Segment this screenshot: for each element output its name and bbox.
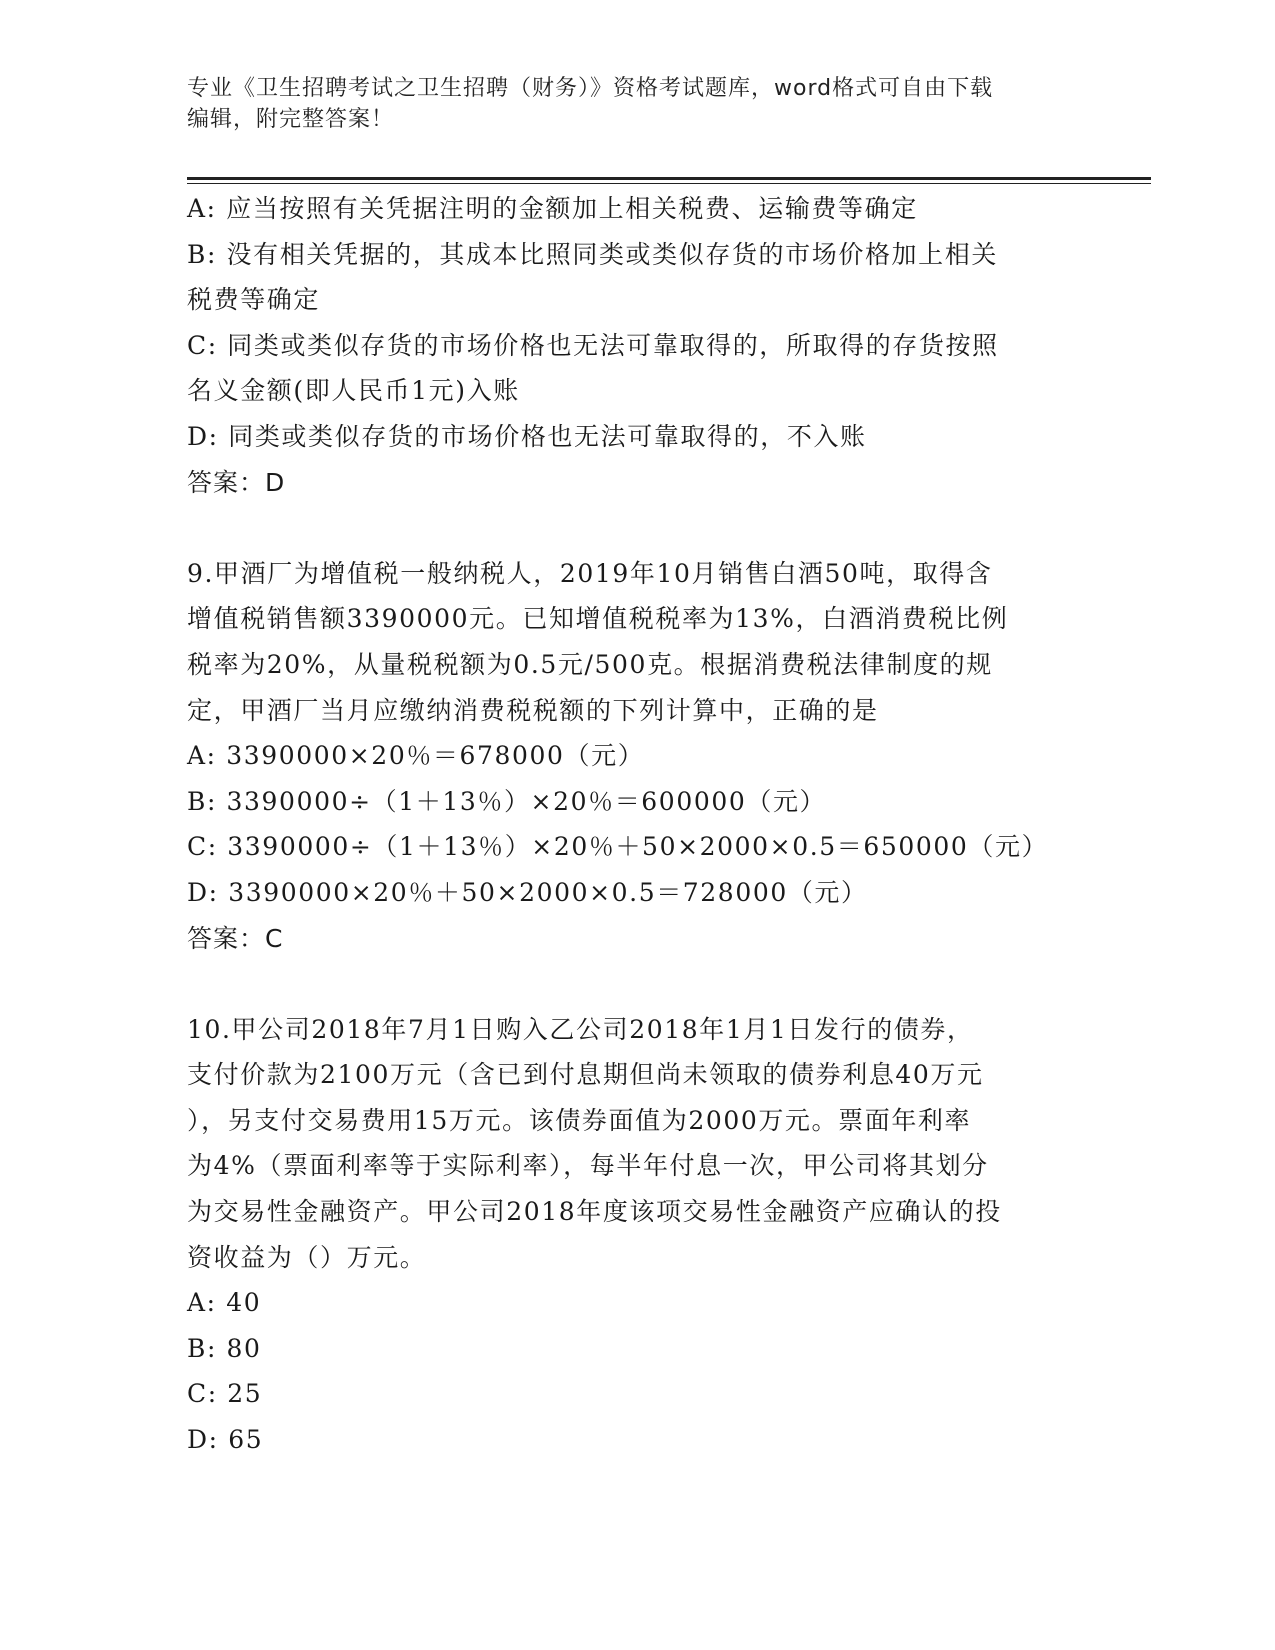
header-line-2: 编辑，附完整答案！ [187, 107, 395, 132]
question-stem-line-2: 增值税销售额3390000元。已知增值税税率为13%，白酒消费税比例 [187, 604, 1009, 634]
header-divider-thin [187, 183, 1151, 184]
question-stem-line-3: ），另支付交易费用15万元。该债券面值为2000万元。票面年利率 [187, 1105, 972, 1135]
document-body [187, 186, 1087, 1463]
question-9 [187, 551, 1087, 961]
option-d: D: 3390000×20％＋50×2000×0.5＝728000（元） [187, 877, 868, 907]
question-stem-line-3: 税率为20%，从量税税额为0.5元/500克。根据消费税法律制度的规 [187, 649, 993, 679]
header-divider-thick [187, 177, 1151, 180]
option-b-line-2: 税费等确定 [187, 285, 321, 315]
option-a: A: 3390000×20％＝678000（元） [187, 741, 645, 771]
option-a: A: 应当按照有关凭据注明的金额加上相关税费、运输费等确定 [187, 194, 918, 223]
question-8 [187, 186, 1087, 505]
question-10 [187, 1007, 1087, 1463]
option-c: C: 25 [187, 1379, 263, 1409]
spacer [187, 961, 1087, 1007]
option-b-line-1: B: 没有相关凭据的，其成本比照同类或类似存货的市场价格加上相关 [187, 239, 998, 269]
question-stem-line-4: 定，甲酒厂当月应缴纳消费税税额的下列计算中，正确的是 [187, 695, 879, 725]
spacer [187, 505, 1087, 551]
option-a: A: 40 [187, 1288, 262, 1318]
header-line-1: 专业《卫生招聘考试之卫生招聘（财务）》资格考试题库，word格式可自由下载 [187, 76, 994, 101]
question-stem-line-2: 支付价款为2100万元（含已到付息期但尚未领取的债券利息40万元 [187, 1060, 984, 1090]
question-stem-line-4: 为4%（票面利率等于实际利率），每半年付息一次，甲公司将其划分 [187, 1151, 989, 1181]
option-c-line-2: 名义金额(即人民币1元)入账 [187, 376, 520, 406]
answer-line: 答案：C [187, 923, 284, 953]
question-stem-line-6: 资收益为（）万元。 [187, 1242, 427, 1272]
answer-line: 答案：D [187, 467, 286, 497]
question-stem-line-1: 9.甲酒厂为增值税一般纳税人，2019年10月销售白酒50吨，取得含 [187, 558, 993, 588]
option-b: B: 3390000÷（1＋13％）×20％＝600000（元） [187, 786, 827, 816]
option-c-line-1: C: 同类或类似存货的市场价格也无法可靠取得的，所取得的存货按照 [187, 330, 999, 360]
option-c: C: 3390000÷（1＋13％）×20％＋50×2000×0.5＝650000（元） [187, 832, 1049, 862]
question-stem-line-1: 10.甲公司2018年7月1日购入乙公司2018年1月1日发行的债券， [187, 1014, 974, 1044]
option-d: D: 65 [187, 1425, 264, 1455]
option-b: B: 80 [187, 1333, 262, 1363]
option-d: D: 同类或类似存货的市场价格也无法可靠取得的，不入账 [187, 421, 867, 451]
question-stem-line-5: 为交易性金融资产。甲公司2018年度该项交易性金融资产应确认的投 [187, 1197, 1002, 1227]
document-header [187, 73, 1067, 135]
